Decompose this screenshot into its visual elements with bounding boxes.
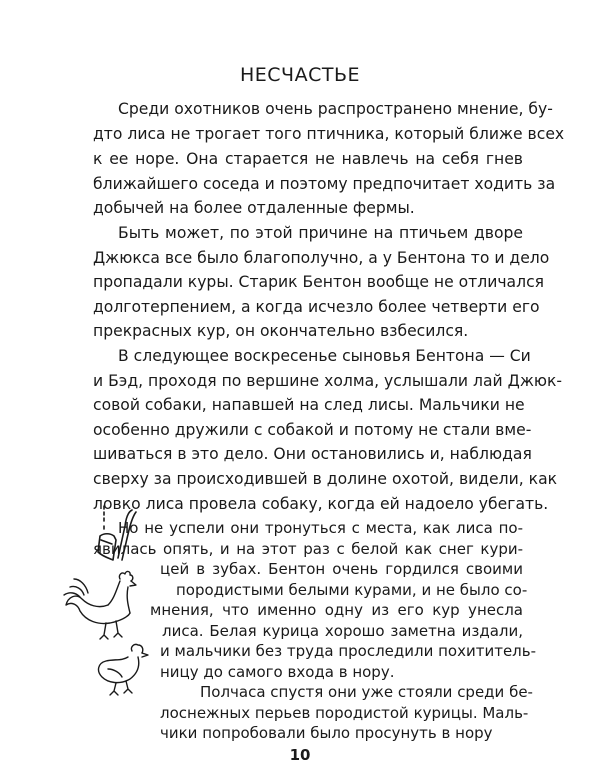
text-line: Среди охотников очень распространено мнение, бу- [118,100,553,118]
text-line: и Бэд, проходя по вершине холма, услышали лай Джюк- [93,372,563,390]
text-line: чики попробовали было просунуть в нору [160,724,493,742]
text-line: Но не успели они тронуться с места, как лиса по- [118,519,523,537]
text-line: явилась опять, и на этот раз с белой как снег кури- [93,539,523,558]
text-line: пропадали куры. Старик Бентон вообще не отличался [93,273,545,291]
page-number: 10 [289,746,311,764]
text-line: и мальчики без труда проследили похититель- [160,642,537,660]
text-line: особенно дружили с собакой и потому не стали вме- [93,421,532,439]
text-line: породистыми белыми курами, и не было со- [176,580,528,599]
text-line: шиваться в это дело. Они остановились и, наблюдая [93,445,532,463]
text-line: ловко лиса провела собаку, когда ей надоело убегать. [93,495,549,513]
chapter-title: НЕСЧАСТЬЕ [240,64,360,86]
text-line: ближайшего соседа и поэтому предпочитает ходить за [93,175,556,193]
text-line: совой собаки, напавшей на след лисы. Мальчики не [93,396,525,414]
text-line: Джюкса все было благополучно, а у Бентона то и дело [93,249,550,267]
text-line: цей в зубах. Бентон очень гордился своими [160,560,523,578]
text-line: Полчаса спустя они уже стояли среди бе- [200,683,533,701]
text-line: мнения, что именно одну из его кур унесла [150,601,523,619]
rooster-illustration [58,565,158,700]
text-line: прекрасных кур, он окончательно взбесился. [93,322,469,340]
text-line: лоснежных перьев породистой курицы. Маль- [160,703,529,722]
text-line: ницу до самого входа в нору. [160,662,395,681]
text-line: к ее норе. Она старается не навлечь на себя гнев [93,150,523,168]
text-line: Быть может, по этой причине на птичьем дворе [118,224,523,242]
text-line: В следующее воскресенье сыновья Бентона — Си [118,347,531,365]
text-line: добычей на более отдаленные фермы. [93,199,415,217]
text-line: сверху за происходившей в долине охотой, видели, как [93,470,558,488]
text-line: долготерпением, а когда исчезло более четверти его [93,298,540,316]
text-line: дто лиса не трогает того птичника, который ближе всех [93,125,565,143]
text-line: лиса. Белая курица хорошо заметна издали, [162,621,523,640]
